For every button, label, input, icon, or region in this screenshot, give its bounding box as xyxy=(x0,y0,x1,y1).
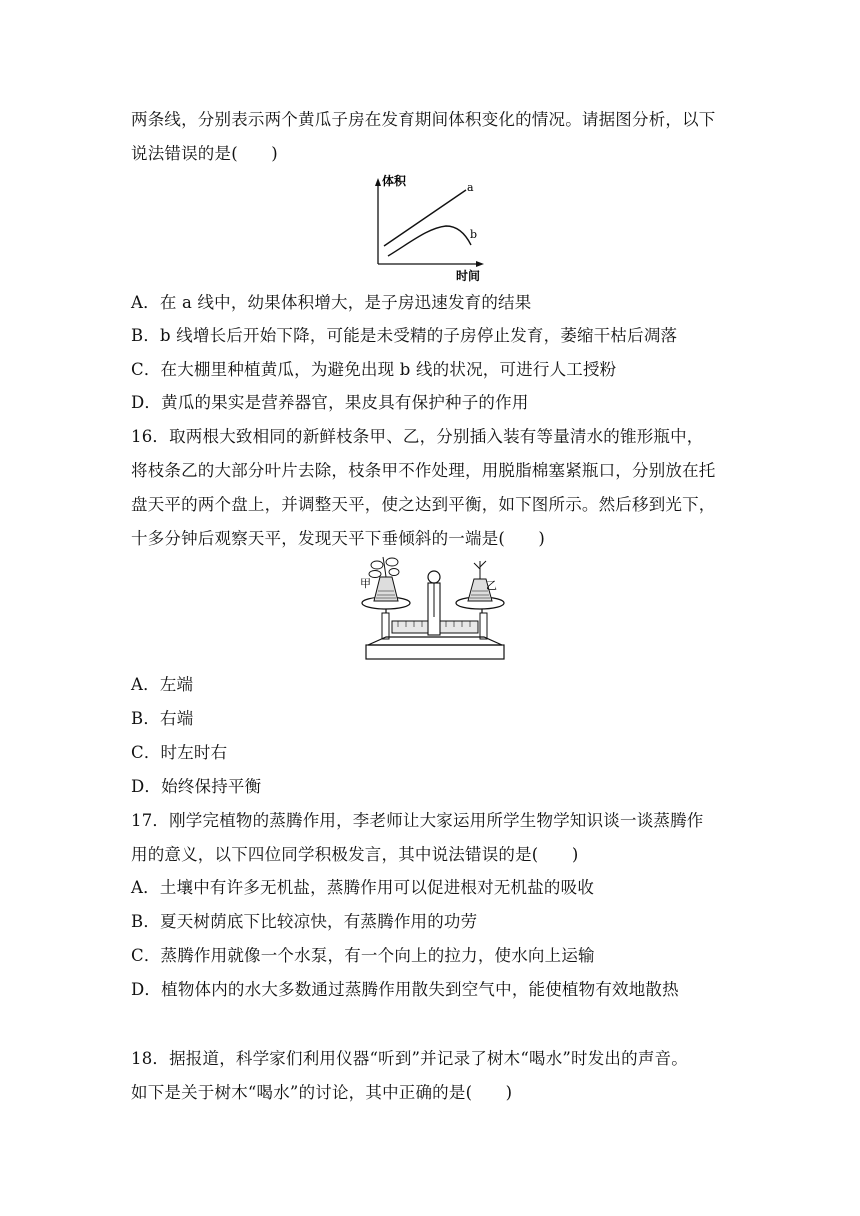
right-leg xyxy=(480,613,487,639)
q17-option-c: C．蒸腾作用就像一个水泵，有一个向上的拉力，使水向上运输 xyxy=(131,946,595,965)
q15-option-d: D．黄瓜的果实是营养器官，果皮具有保护种子的作用 xyxy=(131,393,529,412)
line-b-label: b xyxy=(470,228,478,241)
label-left: 甲 xyxy=(360,577,371,590)
q18-stem-line-2: 如下是关于树木“喝水”的讨论，其中正确的是( ) xyxy=(131,1083,513,1102)
y-axis-arrow xyxy=(375,178,381,186)
y-axis-label: 体积 xyxy=(382,174,407,188)
left-leg xyxy=(382,613,389,639)
q17-option-d: D．植物体内的水大多数通过蒸腾作用散失到空气中，能使植物有效地散热 xyxy=(131,980,679,999)
q16-option-c: C．时左时右 xyxy=(131,743,228,762)
q16-option-d: D．始终保持平衡 xyxy=(131,777,262,796)
left-leaf-2 xyxy=(386,558,398,566)
right-stem xyxy=(474,561,486,579)
q15-option-a: A．在 a 线中，幼果体积增大，是子房迅速发育的结果 xyxy=(131,293,532,312)
volume-time-graph xyxy=(366,170,496,282)
line-a-label: a xyxy=(467,181,474,194)
x-axis-arrow xyxy=(476,261,484,267)
q17-stem-line-2: 用的意义，以下四位同学积极发言，其中说法错误的是( ) xyxy=(131,845,579,864)
left-leaf-1 xyxy=(371,561,383,569)
q15-option-b: B．b 线增长后开始下降，可能是未受精的子房停止发育，萎缩干枯后凋落 xyxy=(131,326,678,345)
q15-option-c: C．在大棚里种植黄瓜，为避免出现 b 线的状况，可进行人工授粉 xyxy=(131,360,617,379)
q16-option-b: B．右端 xyxy=(131,709,194,728)
q16-stem-line-2: 将枝条乙的大部分叶片去除，枝条甲不作处理，用脱脂棉塞紧瓶口，分别放在托 xyxy=(131,461,716,480)
balance-base xyxy=(366,645,504,659)
balance-base-top xyxy=(368,637,502,645)
q16-stem-line-1: 16．取两根大致相同的新鲜枝条甲、乙，分别插入装有等量清水的锥形瓶中， xyxy=(131,427,704,446)
q15-stem-line-2: 说法错误的是( ) xyxy=(131,144,278,163)
label-right: 乙 xyxy=(486,579,497,592)
q17-stem-line-1: 17．刚学完植物的蒸腾作用，李老师让大家运用所学生物学知识谈一谈蒸腾作 xyxy=(131,811,704,830)
left-flask xyxy=(374,577,398,601)
q16-option-a: A．左端 xyxy=(131,675,194,694)
x-axis-label: 时间 xyxy=(456,269,481,282)
q16-stem-line-4: 十多分钟后观察天平，发现天平下垂倾斜的一端是( ) xyxy=(131,529,546,548)
left-leaf-4 xyxy=(389,569,399,576)
q17-option-b: B．夏天树荫底下比较凉快，有蒸腾作用的功劳 xyxy=(131,912,478,931)
line-b xyxy=(388,226,471,256)
q16-stem-line-3: 盘天平的两个盘上，并调整天平，使之达到平衡，如下图所示。然后移到光下， xyxy=(131,495,716,514)
balance-figure xyxy=(356,555,512,667)
left-stem xyxy=(383,557,386,577)
q18-stem-line-1: 18．据报道，科学家们利用仪器“听到”并记录了树木“喝水”时发出的声音。 xyxy=(131,1049,688,1068)
q17-option-a: A．土壤中有许多无机盐，蒸腾作用可以促进根对无机盐的吸收 xyxy=(131,878,595,897)
q15-stem-line-1: 两条线，分别表示两个黄瓜子房在发育期间体积变化的情况。请据图分析，以下 xyxy=(131,110,716,129)
line-a xyxy=(384,190,466,246)
pointer-knob xyxy=(428,571,440,583)
